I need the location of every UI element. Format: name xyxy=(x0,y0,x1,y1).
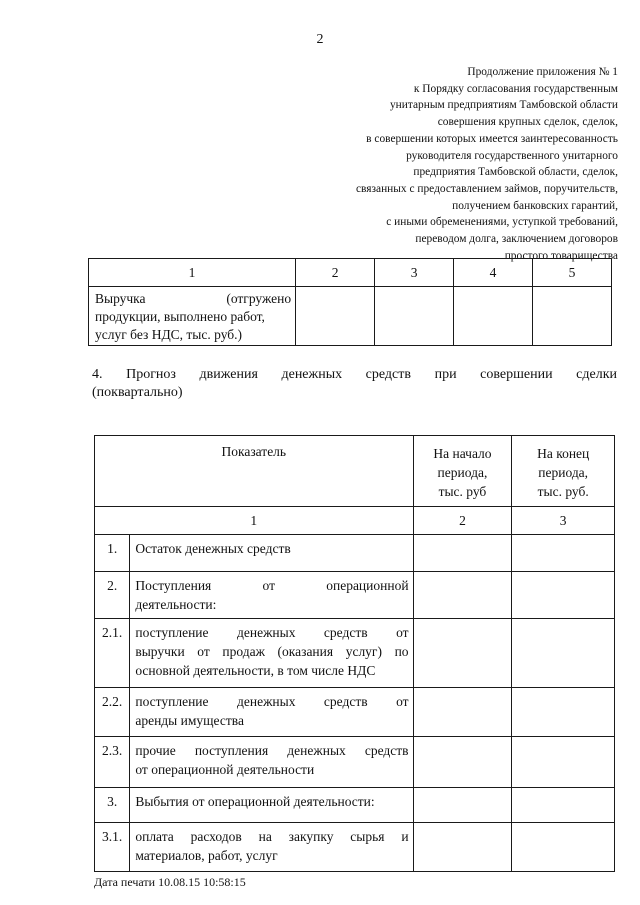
value-cell xyxy=(533,287,612,346)
row-label xyxy=(130,572,413,619)
row-label xyxy=(130,688,413,737)
table-header-row xyxy=(89,259,612,287)
value-cell xyxy=(512,688,615,737)
row-label-line: выручки от продаж (оказания услуг) по xyxy=(135,644,409,659)
table-header-row xyxy=(95,436,615,507)
period-end-header xyxy=(512,436,615,507)
column-number: 3 xyxy=(375,259,454,287)
appendix-line: совершения крупных сделок, сделок, xyxy=(437,116,618,129)
column-number: 3 xyxy=(512,507,615,535)
row-label-line: деятельности: xyxy=(135,597,217,612)
column-number: 4 xyxy=(454,259,533,287)
table-row xyxy=(95,788,615,823)
header-line: тыс. руб. xyxy=(537,484,589,499)
value-cell xyxy=(512,737,615,788)
row-label-line: материалов, работ, услуг xyxy=(135,848,278,863)
revenue-label-cell xyxy=(89,287,296,346)
row-label-line: оплата расходов на закупку сырья и xyxy=(135,829,409,844)
revenue-label-line: услуг без НДС, тыс. руб.) xyxy=(95,327,243,342)
value-cell xyxy=(413,788,512,823)
print-date: Дата печати 10.08.15 10:58:15 xyxy=(94,875,246,889)
appendix-line: Продолжение приложения № 1 xyxy=(467,66,618,78)
appendix-line: переводом долга, заключением договоров xyxy=(415,233,618,246)
column-number: 2 xyxy=(413,507,512,535)
row-label-line: Остаток денежных средств xyxy=(135,541,291,556)
row-label-line: основной деятельности, в том числе НДС xyxy=(135,663,376,678)
table-row xyxy=(89,287,612,346)
value-cell xyxy=(512,572,615,619)
value-cell xyxy=(375,287,454,346)
appendix-header xyxy=(258,64,618,264)
column-number: 1 xyxy=(95,507,414,535)
table-row xyxy=(95,823,615,872)
table-row xyxy=(95,619,615,688)
appendix-line: к Порядку согласования государственным xyxy=(413,82,618,95)
column-number: 2 xyxy=(296,259,375,287)
row-label-line: аренды имущества xyxy=(135,713,244,728)
revenue-label-line: Выручка (отгружено xyxy=(95,291,292,306)
row-number: 3.1. xyxy=(95,823,130,872)
page-number: 2 xyxy=(316,32,324,47)
header-line: На начало xyxy=(433,446,492,461)
row-number: 3. xyxy=(95,788,130,823)
header-line: На конец xyxy=(537,446,590,461)
appendix-line: в совершении которых имеется заинтересованность xyxy=(366,132,618,145)
value-cell xyxy=(512,823,615,872)
row-label-line: прочие поступления денежных средств xyxy=(135,743,409,758)
table-row xyxy=(95,535,615,572)
column-number: 5 xyxy=(533,259,612,287)
header-line: периода, xyxy=(538,465,589,480)
row-number: 1. xyxy=(95,535,130,572)
row-label xyxy=(130,788,413,823)
value-cell xyxy=(413,823,512,872)
section-heading xyxy=(92,366,617,402)
period-start-header xyxy=(413,436,512,507)
indicator-header: Показатель xyxy=(95,436,414,507)
row-label xyxy=(130,737,413,788)
revenue-table xyxy=(88,258,612,346)
row-label xyxy=(130,619,413,688)
value-cell xyxy=(413,737,512,788)
row-label-line: Поступления от операционной xyxy=(135,578,409,593)
appendix-line: получением банковских гарантий, xyxy=(452,199,618,212)
row-label xyxy=(130,535,413,572)
value-cell xyxy=(512,535,615,572)
value-cell xyxy=(454,287,533,346)
appendix-line: простого товарищества xyxy=(504,249,618,262)
value-cell xyxy=(413,535,512,572)
row-number: 2. xyxy=(95,572,130,619)
column-number: 1 xyxy=(89,259,296,287)
table-row xyxy=(95,688,615,737)
appendix-line: руководителя государственного унитарного xyxy=(406,149,618,162)
appendix-line: предприятия Тамбовской области, сделок, xyxy=(413,166,618,179)
revenue-label-line: продукции, выполнено работ, xyxy=(95,309,265,324)
header-line: тыс. руб xyxy=(438,484,487,499)
row-label-line: Выбытия от операционной деятельности: xyxy=(135,794,375,809)
table-row xyxy=(95,737,615,788)
cash-flow-table xyxy=(94,435,615,872)
row-label xyxy=(130,823,413,872)
appendix-line: связанных с предоставлением займов, поручительств, xyxy=(356,182,618,195)
value-cell xyxy=(296,287,375,346)
row-label-line: от операционной деятельности xyxy=(135,762,315,777)
appendix-line: с иными обременениями, уступкой требований, xyxy=(386,216,618,229)
value-cell xyxy=(413,688,512,737)
section-heading-line: (поквартально) xyxy=(92,385,183,400)
value-cell xyxy=(512,788,615,823)
row-number: 2.1. xyxy=(95,619,130,688)
row-label-line: поступление денежных средств от xyxy=(135,694,409,709)
value-cell xyxy=(413,619,512,688)
header-line: периода, xyxy=(437,465,488,480)
table-row xyxy=(95,572,615,619)
row-number: 2.2. xyxy=(95,688,130,737)
row-label-line: поступление денежных средств от xyxy=(135,625,409,640)
value-cell xyxy=(512,619,615,688)
appendix-line: унитарным предприятиям Тамбовской области xyxy=(389,99,618,112)
column-numbers-row xyxy=(95,507,615,535)
section-heading-line: 4. Прогноз движения денежных средств при совершении сделки xyxy=(92,367,617,382)
row-number: 2.3. xyxy=(95,737,130,788)
value-cell xyxy=(413,572,512,619)
